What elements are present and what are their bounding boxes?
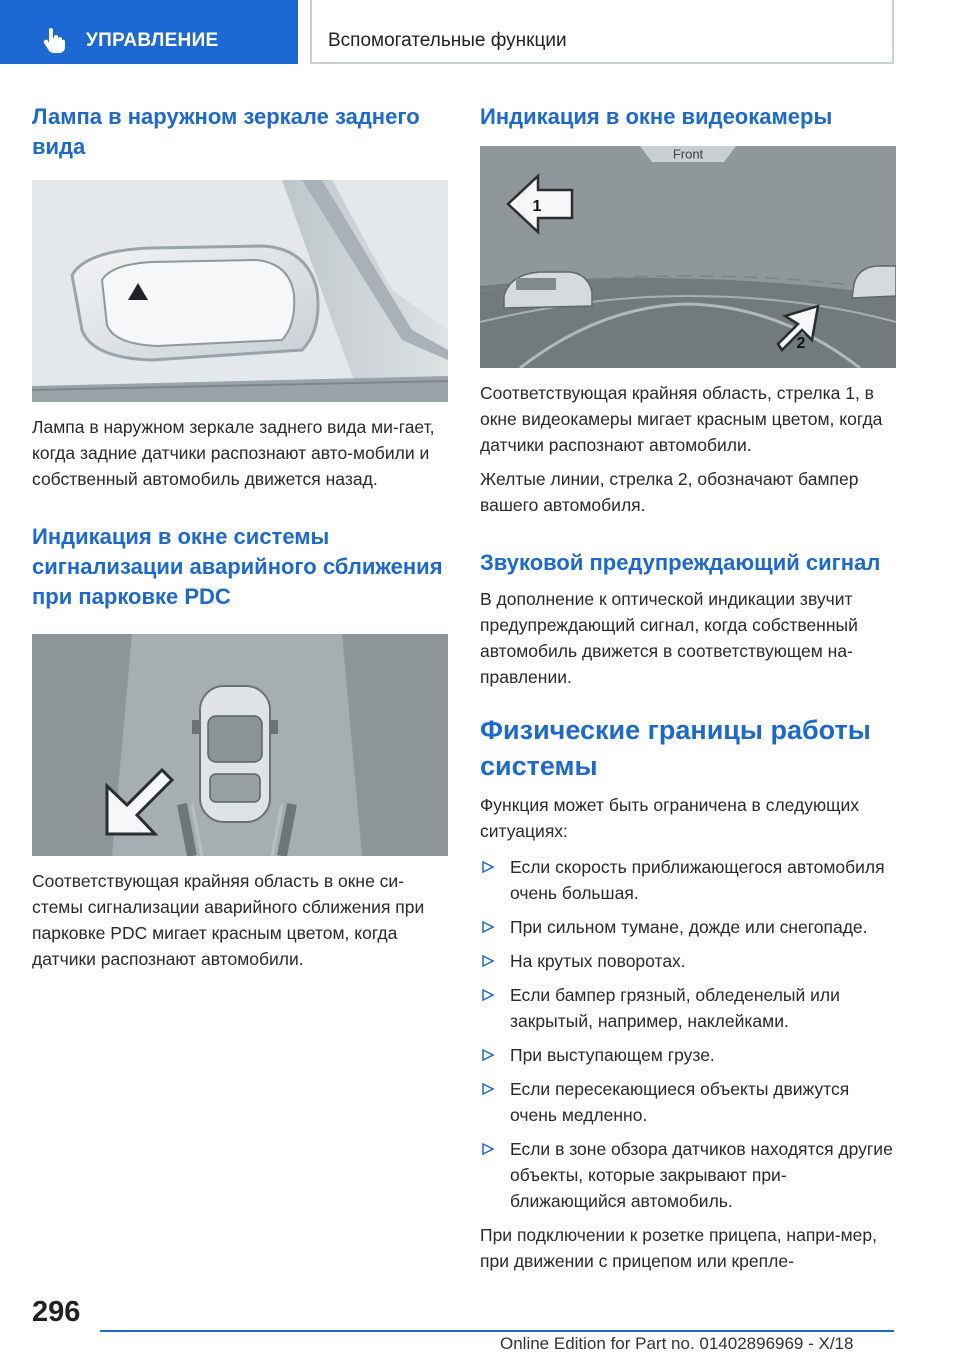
para-sound: В дополнение к оптической индикации звучит предупреждающий сигнал, когда собственный автомобиль движется в соответствующем на-правлении. (480, 589, 858, 687)
pdc-illustration (32, 634, 448, 856)
para-pdc: Соответствующая крайняя область в окне си-стемы сигнализации аварийного сближения при парковке PDC мигает красным цветом, когда датчики распознают автомобили. (32, 871, 425, 969)
triangle-bullet-icon (482, 955, 494, 967)
hand-pointer-icon (40, 26, 68, 54)
heading-camera: Индикация в окне видеокамеры (480, 104, 833, 129)
list-item: При выступающем грузе. (480, 1042, 896, 1068)
list-item: При сильном тумане, дожде или снегопаде. (480, 914, 896, 940)
camera-front-label: Front (672, 146, 704, 162)
triangle-bullet-icon (482, 1143, 494, 1155)
heading-mirror-lamp: Лампа в наружном зеркале заднего вида (32, 104, 420, 159)
list-item: Если скорость приближающегося автомобиля очень большая. (480, 854, 896, 906)
triangle-bullet-icon (482, 989, 494, 1001)
mirror-illustration (32, 180, 448, 402)
triangle-bullet-icon (482, 1049, 494, 1061)
para-camera-2: Желтые линии, стрелка 2, обозначают бампер вашего автомобиля. (480, 469, 859, 515)
subsection-header (310, 0, 894, 64)
mirror-figure (32, 180, 448, 402)
para-limits: Функция может быть ограничена в следующих ситуациях: (480, 795, 860, 841)
camera-figure (480, 146, 896, 368)
list-item: Если пересекающиеся объекты движутся очень медленно. (480, 1076, 896, 1128)
pdc-figure (32, 634, 448, 856)
camera-illustration (480, 146, 896, 368)
left-column (32, 102, 448, 972)
triangle-bullet-icon (482, 861, 494, 873)
camera-arrow-2-label: 2 (796, 335, 806, 352)
camera-arrow-1-label: 1 (532, 198, 542, 215)
list-item: Если в зоне обзора датчиков находятся другие объекты, которые закрывают при-ближающийся автомобиль. (480, 1136, 896, 1214)
heading-sound: Звуковой предупреждающий сигнал (480, 550, 881, 575)
edition-note: Online Edition for Part no. 01402896969 - X/18 (500, 1334, 854, 1353)
heading-limits: Физические границы работы системы (480, 715, 871, 781)
heading-pdc: Индикация в окне системы сигнализации аварийного сближения при парковке PDC (32, 524, 443, 609)
para-camera-1: Соответствующая крайняя область, стрелка 1, в окне видеокамеры мигает красным цветом, когда датчики распознают автомобили. (480, 383, 883, 455)
page-number: 296 (32, 1296, 81, 1328)
limits-list (480, 854, 896, 1214)
triangle-bullet-icon (482, 1083, 494, 1095)
section-label: УПРАВЛЕНИЕ (86, 30, 219, 51)
right-column (480, 102, 896, 1274)
list-item: Если бампер грязный, обледенелый или закрытый, например, наклейками. (480, 982, 896, 1034)
subsection-label: Вспомогательные функции (328, 30, 567, 51)
section-tab (0, 0, 298, 64)
footer-divider (100, 1330, 894, 1332)
list-item: На крутых поворотах. (480, 948, 896, 974)
triangle-bullet-icon (482, 921, 494, 933)
para-trailer: При подключении к розетке прицепа, напри-мер, при движении с прицепом или крепле- (480, 1225, 877, 1271)
para-mirror-lamp: Лампа в наружном зеркале заднего вида ми-гает, когда задние датчики распознают авто-мобили и собственный автомобиль движется назад. (32, 417, 435, 489)
